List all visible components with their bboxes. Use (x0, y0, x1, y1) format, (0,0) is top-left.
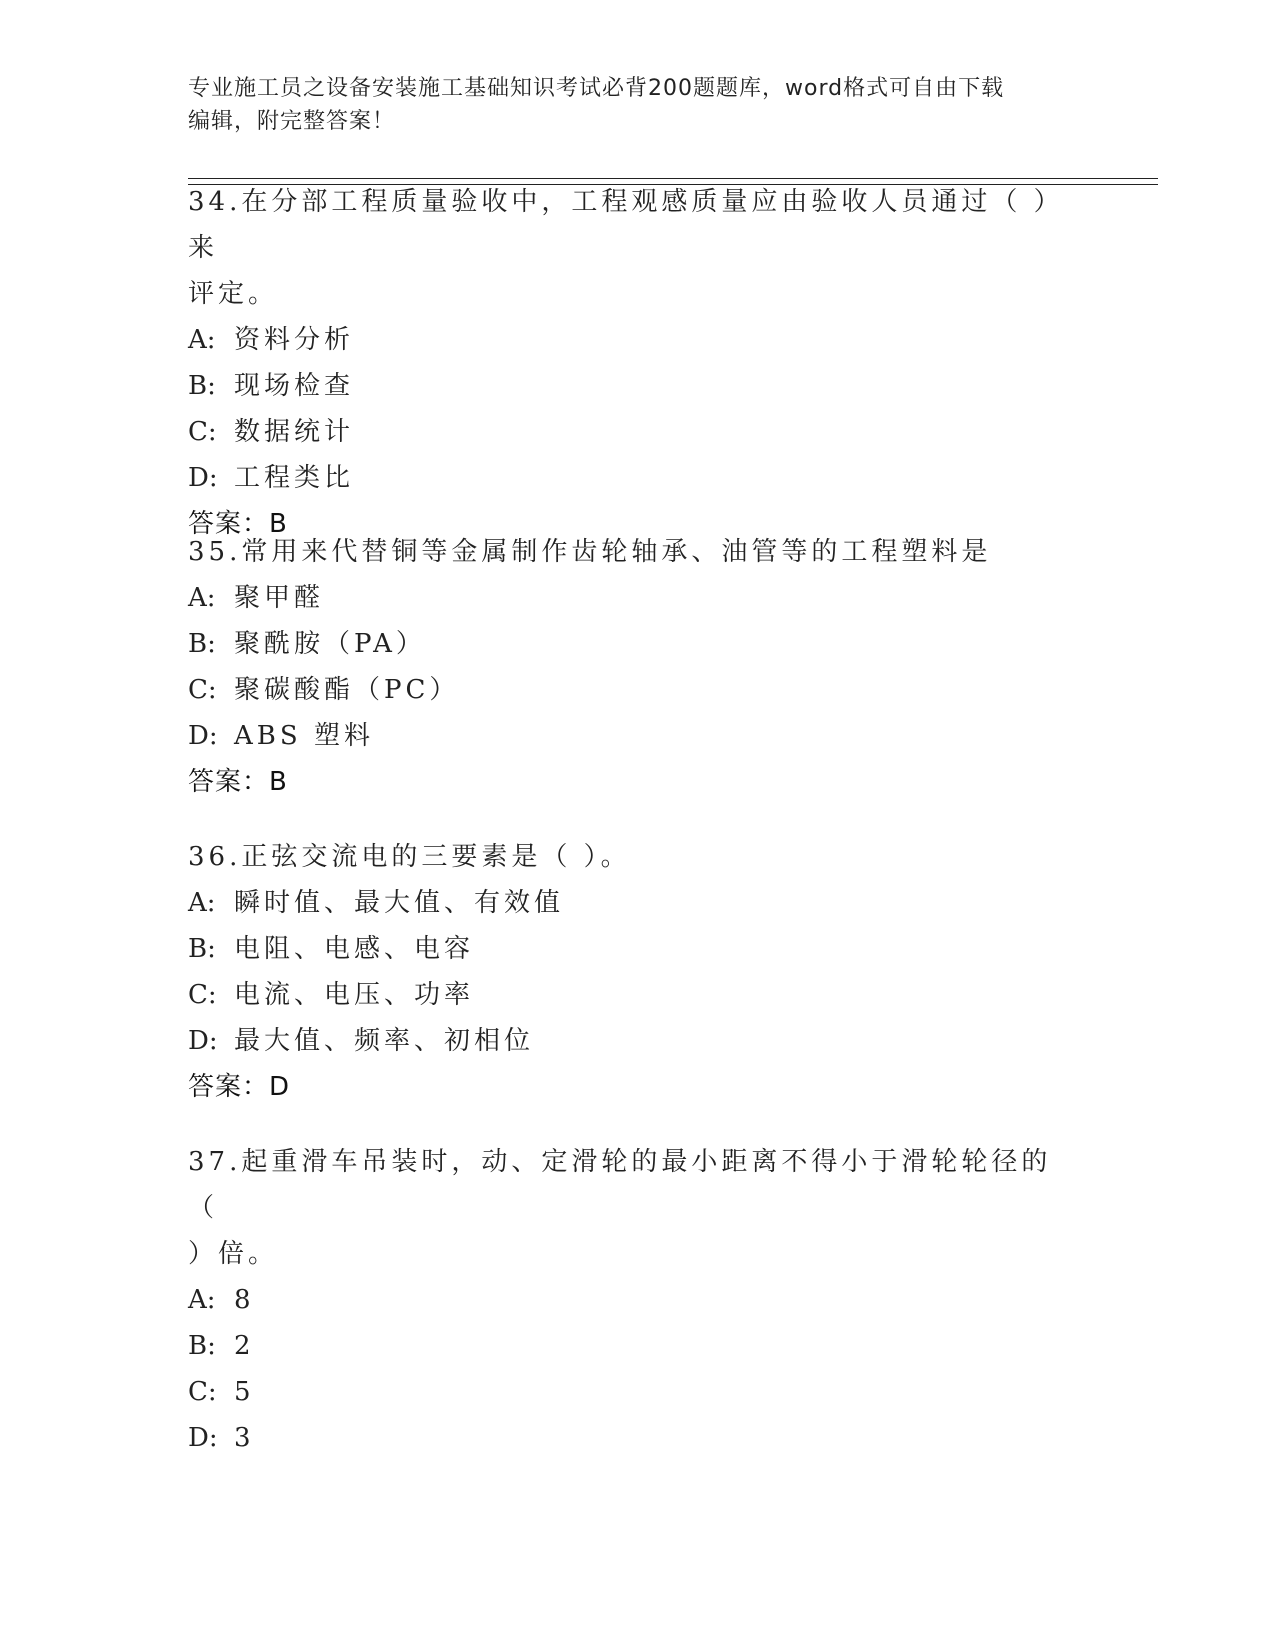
option-key: D: (188, 463, 218, 493)
header-line-1: 专业施工员之设备安装施工基础知识考试必背200题题库，word格式可自由下载 (188, 76, 1005, 101)
option-key: B: (188, 934, 216, 964)
option-a (188, 880, 1068, 926)
option-text: 资料分析 (234, 325, 355, 355)
option-key: C: (188, 675, 217, 705)
option-text: 2 (234, 1331, 255, 1361)
option-key: D: (188, 1423, 218, 1453)
question-stem: 35.常用来代替铜等金属制作齿轮轴承、油管等的工程塑料是 (188, 537, 992, 567)
option-text: 聚酰胺（PA） (234, 629, 426, 659)
option-text: 5 (234, 1377, 255, 1407)
option-text: 工程类比 (234, 463, 355, 493)
option-key: A: (188, 583, 216, 613)
option-key: C: (188, 1377, 217, 1407)
option-text: 电流、电压、功率 (234, 980, 475, 1010)
question-37 (188, 1139, 1068, 1461)
option-a (188, 575, 1068, 621)
question-stem-continued: 评定。 (188, 279, 279, 309)
option-text: 8 (234, 1285, 255, 1315)
option-text: 3 (234, 1423, 255, 1453)
document-header (188, 72, 1058, 138)
option-d (188, 1018, 1068, 1064)
answer-line: 答案：D (188, 1072, 291, 1102)
question-34 (188, 179, 1068, 547)
option-text: 电阻、电感、电容 (234, 934, 475, 964)
option-text: 最大值、频率、初相位 (234, 1026, 535, 1056)
option-d (188, 713, 1068, 759)
answer-line: 答案：B (188, 509, 288, 539)
option-b (188, 926, 1068, 972)
option-a (188, 317, 1068, 363)
question-stem: 37.起重滑车吊装时，动、定滑轮的最小距离不得小于滑轮轮径的（ (188, 1147, 1052, 1223)
option-text: 瞬时值、最大值、有效值 (234, 888, 565, 918)
question-35 (188, 529, 1068, 805)
option-d (188, 1415, 1068, 1461)
option-key: D: (188, 1026, 218, 1056)
option-key: B: (188, 371, 216, 401)
question-stem: 36.正弦交流电的三要素是（ ）。 (188, 842, 631, 872)
question-stem-continued: ）倍。 (188, 1239, 279, 1269)
option-key: A: (188, 888, 216, 918)
option-key: B: (188, 1331, 216, 1361)
option-c (188, 667, 1068, 713)
option-key: A: (188, 325, 216, 355)
option-key: C: (188, 980, 217, 1010)
question-stem: 34.在分部工程质量验收中，工程观感质量应由验收人员通过（ ）来 (188, 187, 1064, 263)
option-key: C: (188, 417, 217, 447)
header-line-2: 编辑，附完整答案！ (188, 109, 396, 134)
option-c (188, 1369, 1068, 1415)
option-d (188, 455, 1068, 501)
option-text: 现场检查 (234, 371, 355, 401)
option-text: 聚甲醛 (234, 583, 325, 613)
option-text: 聚碳酸酯（PC） (234, 675, 460, 705)
option-b (188, 1323, 1068, 1369)
option-a (188, 1277, 1068, 1323)
option-key: B: (188, 629, 216, 659)
option-c (188, 409, 1068, 455)
answer-line: 答案：B (188, 767, 288, 797)
question-36 (188, 834, 1068, 1110)
option-text: 数据统计 (234, 417, 355, 447)
option-key: A: (188, 1285, 216, 1315)
option-b (188, 363, 1068, 409)
option-key: D: (188, 721, 218, 751)
option-b (188, 621, 1068, 667)
option-c (188, 972, 1068, 1018)
option-text: ABS 塑料 (234, 721, 374, 751)
